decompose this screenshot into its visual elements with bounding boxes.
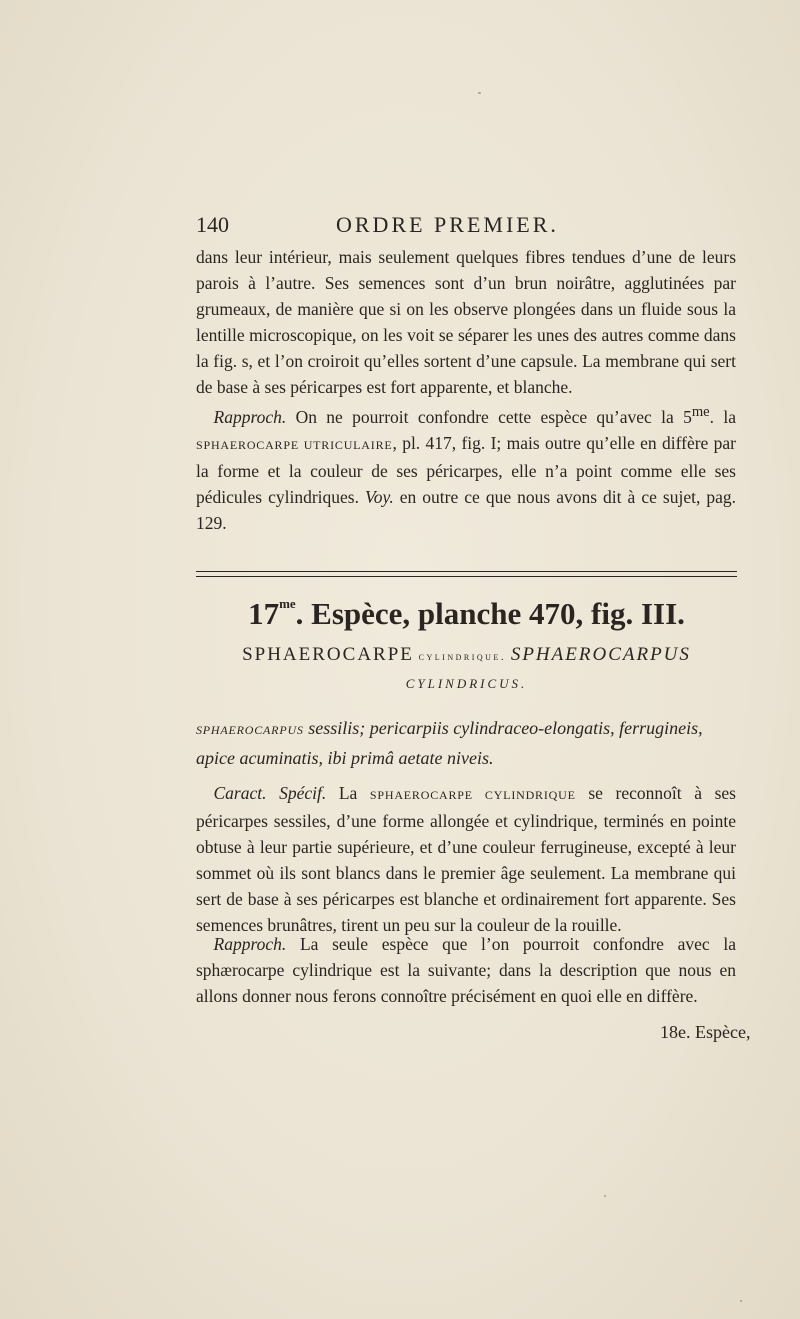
latin-diagnosis xyxy=(196,714,736,772)
genus-latin: SPHAEROCARPUS xyxy=(510,644,691,665)
running-title: ORDRE PREMIER. xyxy=(336,212,559,237)
voy-ref: Voy. xyxy=(365,486,394,507)
caract-species-smallcaps: SPHAEROCARPE CYLINDRIQUE xyxy=(369,788,576,802)
species-heading xyxy=(196,596,737,632)
species-latin: CYLINDRICUS. xyxy=(405,676,528,691)
species-number: 17 xyxy=(248,596,280,631)
species-smallcaps-ref: SPHAEROCARPE UTRICULAIRE xyxy=(196,437,393,452)
genus-french: SPHAEROCARPE xyxy=(242,644,414,665)
rapproch-text-b: . la xyxy=(709,406,736,427)
caract-text-b: se reconnoît à ses péricarpes sessiles, d’une forme allongée et cylindrique, terminés en pointe obtuse à leur partie supérieure, et d’une couleur ferrugineuse, excepté à leur sommet où ils sont blancs dans le premier âge seulement. La membrane qui sert de base à ses péricarpes est blanche et ordinairement fort apparente. Ses semences brunâtres, tirent un peu sur la couleur de la rouille. xyxy=(196,783,736,935)
paragraph-rapprochement-1 xyxy=(196,399,736,536)
page-number: 140 xyxy=(196,212,229,237)
rapproch-text-c: , pl. 417, fig. I; mais outre qu’elle en diffère par la forme et la couleur de ses péricarpes, elle n’a point comme elle ses pédicules cylindriques. xyxy=(196,432,736,507)
rapproch-text-a: On ne pourroit confondre cette espèce qu’avec la 5 xyxy=(286,406,692,427)
species-heading-rest: . Espèce, planche 470, fig. III. xyxy=(295,596,685,631)
species-number-suffix: me xyxy=(279,596,296,611)
paragraph-description-continued: dans leur intérieur, mais seulement quelques fibres tendues d’une de leurs parois à l’autre. Ses semences sont d’un brun noirâtre, agglutinées par grumeaux, de manière que si on les observe plongées dans un fluide sous la lentille microscopique, on les voit se séparer les unes des autres comme dans la fig. s, et l’on croiroit qu’elles sortent d’une capsule. La membrane qui sert de base à ses péricarpes est fort apparente, et blanche. xyxy=(196,247,736,397)
epithet-french: cylindrique. xyxy=(418,651,507,663)
species-name-line xyxy=(196,644,737,666)
catchword: 18e. Espèce, xyxy=(660,1022,751,1042)
rapproch-text-d: en outre ce que nous avons dit à ce sujet, pag. 129. xyxy=(196,486,736,533)
rapproch-2-text: La seule espèce que l’on pourroit confondre avec la sphærocarpe cylindrique est la suivante; dans la description que nous en allons donner nous ferons connoître précisément en quoi elle en diffère. xyxy=(196,934,736,1006)
running-head xyxy=(196,212,736,242)
section-divider-rule xyxy=(196,571,737,577)
rapproch-label-2: Rapproch. xyxy=(213,934,287,954)
latin-genus-smallcaps: SPHAEROCARPUS xyxy=(196,723,304,737)
caract-text-a: La xyxy=(326,783,370,803)
paragraph-specific-character xyxy=(196,780,736,938)
ordinal-suffix: me xyxy=(691,404,710,420)
paragraph-rapprochement-2 xyxy=(196,931,736,1009)
rapproch-label: Rapproch. xyxy=(213,406,287,427)
latin-diagnosis-text: sessilis; pericarpiis cylindraceo-elongatis, ferrugineis, apice acuminatis, ibi primâ aetate niveis. xyxy=(196,718,703,768)
caract-label: Caract. Spécif. xyxy=(213,783,327,803)
